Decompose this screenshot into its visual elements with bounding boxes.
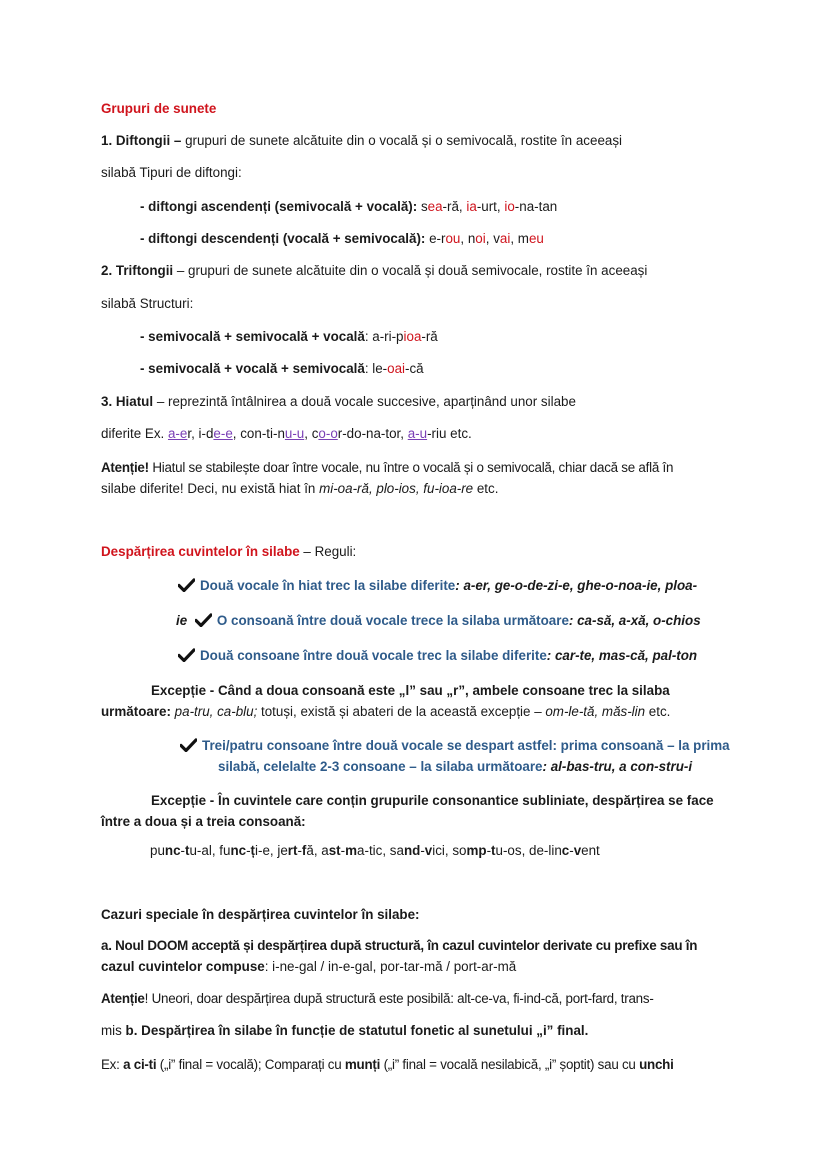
triftongi-structura-2: - semivocală + vocală + semivocală: le-oai-că [140, 361, 424, 376]
ascendenti-examples: sea-ră, ia-urt, io-na-tan [420, 199, 558, 214]
checkmark-icon [195, 613, 212, 627]
triftongi-label: 2. Triftongii [101, 263, 174, 278]
diftongi-descendenti [140, 230, 544, 247]
descendenti-examples: e-rou, noi, vai, meu [429, 231, 544, 246]
rule-trei-consoane-line1: Trei/patru consoane între două vocale se despart astfel: prima consoană – la prima [180, 737, 730, 754]
descendenti-label: - diftongi descendenți (vocală + semivocală): [140, 231, 426, 246]
triftongi-text: – grupuri de sunete alcătuite din o vocală și două semivocale, rostite în aceeași [173, 263, 648, 278]
checkmark-icon [180, 738, 197, 752]
diftongi-text: grupuri de sunete alcătuite din o vocală și o semivocală, rostite în aceeași [181, 133, 623, 148]
exceptie-word: jert-fă, [277, 843, 322, 858]
exceptie-word: somp-tu-os, [452, 843, 530, 858]
checkmark-icon [178, 648, 195, 662]
cazuri-b-line: mis b. Despărțirea în silabe în funcție de statutul fonetic al sunetului „i” final. [101, 1023, 589, 1038]
checkmark-icon [178, 578, 195, 592]
exceptie-word: sand-vici, [389, 843, 453, 858]
hiatul-label: 3. Hiatul [101, 394, 154, 409]
exceptie-l-r-line2: următoare: pa-tru, ca-blu; totuși, există și abateri de la această excepție – om-le-tă, măs-lin etc. [101, 704, 671, 719]
triftongi-definition-line1 [101, 262, 647, 279]
exceptie-word: punc-tu-al, [150, 843, 220, 858]
diftongi-definition-line1 [101, 132, 622, 149]
atentie-label: Atenție! [101, 460, 149, 475]
triftongi-structura-1: - semivocală + semivocală + vocală: a-ri-pioa-ră [140, 329, 438, 344]
section-title-grupuri: Grupuri de sunete [101, 101, 217, 116]
exceptie-grupuri-line2: între a doua și a treia consoană: [101, 814, 306, 829]
cazuri-ex-line: Ex: a ci-ti („i” final = vocală); Comparați cu munți („i” final = vocală nesilabică, „i” șoptit) sau cu unchi [101, 1057, 674, 1072]
ascendenti-label: - diftongi ascendenți (semivocală + vocală): [140, 199, 418, 214]
exceptie-word: func-ți-e, [219, 843, 278, 858]
exceptie-word: ast-ma-tic, [321, 843, 390, 858]
diftongi-label: 1. Diftongii – [101, 133, 182, 148]
rule-trei-consoane-line2: silabă, celelalte 2-3 consoane – la silaba următoare: al-bas-tru, a con-stru-i [218, 759, 693, 774]
section-title-cazuri-speciale: Cazuri speciale în despărțirea cuvintelor în silabe: [101, 907, 420, 922]
rule-o-consoana: ie O consoană între două vocale trece la silaba următoare: ca-să, a-xă, o-chios [176, 613, 701, 628]
atentie-hiat-line2: silabe diferite! Deci, nu există hiat în mi-oa-ră, plo-ios, fu-ioa-re etc. [101, 481, 499, 496]
diftongi-ascendenti [140, 198, 557, 215]
exceptie-word: de-linc-vent [529, 843, 600, 858]
triftongi-definition-line2: silabă Structuri: [101, 296, 194, 311]
hiatul-definition-line1: 3. Hiatul – reprezintă întâlnirea a două vocale succesive, aparținând unor silabe [101, 394, 576, 409]
atentie-hiat-line1: Atenție! Hiatul se stabilește doar între vocale, nu între o vocală și o semivocală, chiar dacă se află în [101, 460, 674, 475]
cazuri-a-line1: a. Noul DOOM acceptă și despărțirea după structură, în cazul cuvintelor derivate cu prefixe sau în [101, 938, 698, 953]
cazuri-a-line2: cazul cuvintelor compuse: i-ne-gal / in-e-gal, por-tar-mă / port-ar-mă [101, 959, 517, 974]
hiatul-examples-line: diferite Ex. a-er, i-de-e, con-ti-nu-u, co-or-do-na-tor, a-u-riu etc. [101, 426, 472, 441]
section-title-despartirea: Despărțirea cuvintelor în silabe – Reguli: [101, 544, 357, 559]
diftongi-definition-line2: silabă Tipuri de diftongi: [101, 165, 242, 180]
rule-hiat: Două vocale în hiat trec la silabe diferite: a-er, ge-o-de-zi-e, ghe-o-noa-ie, ploa- [178, 577, 697, 594]
cazuri-atentie-line: Atenție! Uneori, doar despărțirea după structură este posibilă: alt-ce-va, fi-ind-că, port-fard, trans- [101, 991, 654, 1006]
rule-doua-consoane: Două consoane între două vocale trec la silabe diferite: car-te, mas-că, pal-ton [178, 647, 697, 664]
exceptie-l-r-line1: Excepție - Când a doua consoană este „l” sau „r”, ambele consoane trec la silaba [151, 683, 670, 698]
exceptie-grupuri-line1: Excepție - În cuvintele care conțin grupurile consonantice subliniate, despărțirea se face [151, 793, 714, 808]
exceptie-words-list [150, 842, 600, 859]
